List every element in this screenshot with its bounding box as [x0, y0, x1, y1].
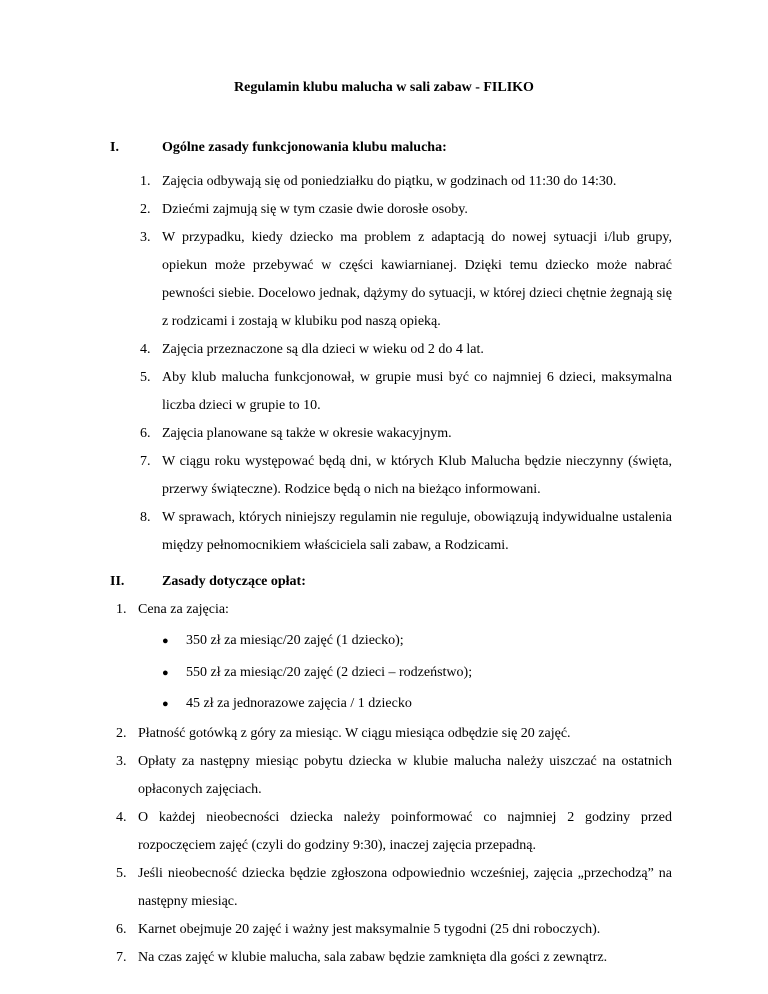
list-item-text: Zajęcia planowane są także w okresie wakacyjnym.	[162, 426, 452, 441]
section-2-number: II.	[110, 574, 125, 589]
list-item	[140, 420, 672, 448]
list-item-text: W ciągu roku występować będą dni, w których Klub Malucha będzie nieczynny (święta, przerwy świąteczne). Rodzice będą o nich na bieżąco informowani.	[162, 454, 672, 497]
list-item	[140, 504, 672, 560]
list-item-number: 4.	[140, 342, 151, 357]
list-item	[116, 944, 672, 972]
list-item-text: Jeśli nieobecność dziecka będzie zgłoszona odpowiednio wcześniej, zajęcia „przechodzą” na następny miesiąc.	[138, 866, 672, 909]
price-item: 45 zł za jednorazowe zajęcia / 1 dziecko	[186, 696, 412, 711]
list-item-number: 6.	[116, 922, 127, 937]
section-1-heading: Ogólne zasady funkcjonowania klubu malucha:	[162, 140, 447, 155]
list-item-number: 1.	[140, 174, 151, 189]
list-item-text: Opłaty za następny miesiąc pobytu dziecka w klubie malucha należy uiszczać na ostatnich opłaconych zajęciach.	[138, 754, 672, 797]
bullet-icon: ●	[162, 635, 169, 647]
list-item	[116, 596, 672, 624]
list-item-number: 8.	[140, 510, 151, 525]
list-item-number: 2.	[116, 726, 127, 741]
list-item-number: 2.	[140, 202, 151, 217]
list-item	[140, 448, 672, 504]
list-item	[116, 804, 672, 860]
list-item-text: W przypadku, kiedy dziecko ma problem z adaptacją do nowej sytuacji i/lub grupy, opiekun może przebywać w części kawiarnianej. Dzięki temu dziecko może nabrać pewności siebie. Docelowo jednak, dążymy do sytuacji, w której dzieci chętnie żegnają się z rodzicami i zostają w klubiku pod naszą opieką.	[162, 230, 672, 329]
list-item	[116, 916, 672, 944]
list-item	[140, 168, 672, 196]
list-item-text: O każdej nieobecności dziecka należy poinformować co najmniej 2 godziny przed rozpoczęciem zajęć (czyli do godziny 9:30), inaczej zajęcia przepadną.	[138, 810, 672, 853]
bullet-icon: ●	[162, 667, 169, 679]
list-item-number: 7.	[116, 950, 127, 965]
list-item	[116, 748, 672, 804]
list-item-text: Cena za zajęcia:	[138, 602, 229, 617]
list-item	[140, 224, 672, 336]
section-2-heading: Zasady dotyczące opłat:	[162, 574, 306, 589]
list-item	[140, 364, 672, 420]
list-item	[116, 720, 672, 748]
list-item-text: Na czas zajęć w klubie malucha, sala zabaw będzie zamknięta dla gości z zewnątrz.	[138, 950, 608, 965]
list-item-number: 3.	[116, 754, 127, 769]
document-title: Regulamin klubu malucha w sali zabaw - FILIKO	[234, 80, 534, 95]
list-item-text: Płatność gotówką z góry za miesiąc. W ciągu miesiąca odbędzie się 20 zajęć.	[138, 726, 571, 741]
list-item	[140, 196, 672, 224]
list-item-text: Zajęcia przeznaczone są dla dzieci w wieku od 2 do 4 lat.	[162, 342, 484, 357]
list-item-number: 5.	[116, 866, 127, 881]
bullet-icon: ●	[162, 698, 169, 710]
list-item-text: Aby klub malucha funkcjonował, w grupie musi być co najmniej 6 dzieci, maksymalna liczba dzieci w grupie to 10.	[162, 370, 672, 413]
section-1-number: I.	[110, 140, 119, 155]
list-item	[116, 860, 672, 916]
list-item-number: 1.	[116, 602, 127, 617]
list-item-text: W sprawach, których niniejszy regulamin nie reguluje, obowiązują indywidualne ustalenia między pełnomocnikiem właściciela sali zabaw, a Rodzicami.	[162, 510, 672, 553]
list-item-number: 7.	[140, 454, 151, 469]
list-item-text: Zajęcia odbywają się od poniedziałku do piątku, w godzinach od 11:30 do 14:30.	[162, 174, 617, 189]
list-item-number: 5.	[140, 370, 151, 385]
list-item-text: Dziećmi zajmują się w tym czasie dwie dorosłe osoby.	[162, 202, 468, 217]
price-item: 350 zł za miesiąc/20 zajęć (1 dziecko);	[186, 633, 404, 648]
list-item	[140, 336, 672, 364]
list-item-number: 4.	[116, 810, 127, 825]
list-item-number: 6.	[140, 426, 151, 441]
list-item-text: Karnet obejmuje 20 zajęć i ważny jest maksymalnie 5 tygodni (25 dni roboczych).	[138, 922, 601, 937]
price-item: 550 zł za miesiąc/20 zajęć (2 dzieci – rodzeństwo);	[186, 665, 473, 680]
list-item-number: 3.	[140, 230, 151, 245]
